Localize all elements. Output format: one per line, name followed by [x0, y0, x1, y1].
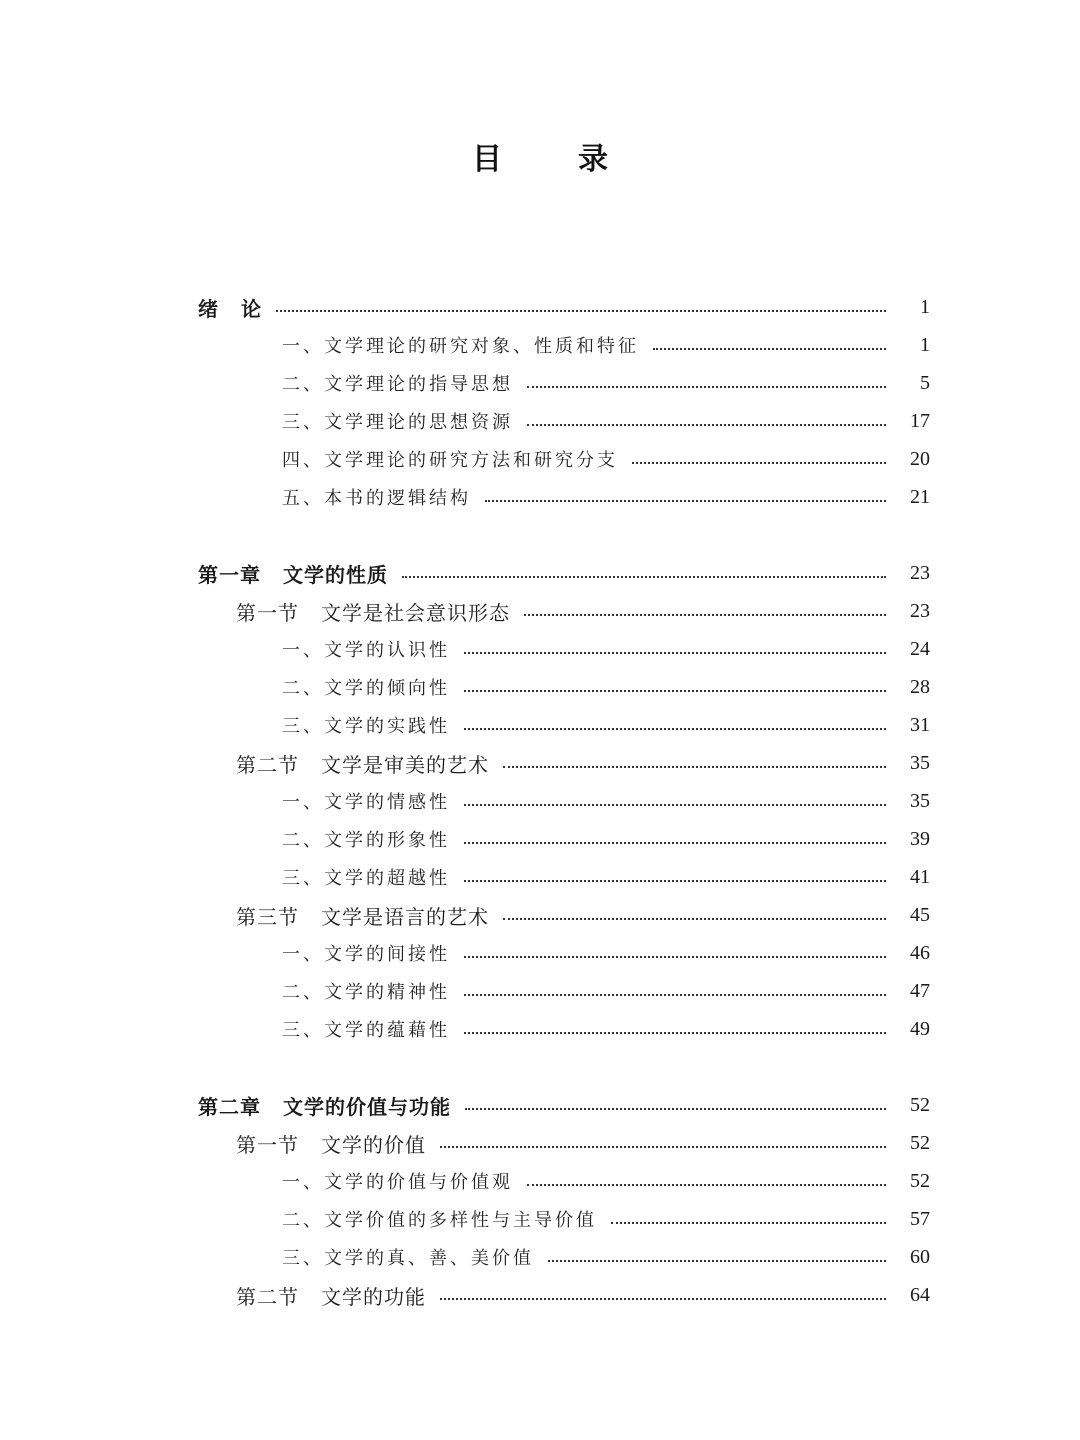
dot-leader — [276, 310, 886, 312]
toc-entry-label: 第一章 文学的性质 — [198, 562, 388, 587]
toc-entry-label: 绪 论 — [198, 296, 262, 321]
dot-leader — [464, 994, 886, 996]
toc-item[interactable] — [0, 440, 1080, 478]
dot-leader — [464, 728, 886, 730]
toc-item[interactable] — [0, 858, 1080, 896]
toc-page-number: 52 — [910, 1093, 930, 1116]
toc-section[interactable] — [0, 592, 1080, 630]
dot-leader — [611, 1222, 886, 1224]
dot-leader — [464, 880, 886, 882]
toc-item-label: 一、文学的认识性 — [282, 640, 450, 661]
dot-leader — [465, 1108, 886, 1110]
toc-page-number: 1 — [920, 333, 930, 356]
toc-item-label: 一、文学的情感性 — [282, 792, 450, 813]
toc-page-number: 60 — [910, 1245, 930, 1268]
toc-page-number: 21 — [910, 485, 930, 508]
toc-page-number: 17 — [910, 409, 930, 432]
toc-group-intro — [0, 288, 1080, 516]
toc-item[interactable] — [0, 782, 1080, 820]
toc-item[interactable] — [0, 364, 1080, 402]
toc-section[interactable] — [0, 1276, 1080, 1314]
toc-item[interactable] — [0, 706, 1080, 744]
toc-item[interactable] — [0, 1238, 1080, 1276]
toc-item-label: 一、文学理论的研究对象、性质和特征 — [282, 336, 639, 357]
toc-page-number: 45 — [910, 903, 930, 926]
toc-item-label: 三、文学的实践性 — [282, 716, 450, 737]
dot-leader — [527, 386, 886, 388]
toc-page-number: 41 — [910, 865, 930, 888]
toc-page-number: 47 — [910, 979, 930, 1002]
toc-group-chapter-2 — [0, 1086, 1080, 1314]
table-of-contents — [0, 288, 1080, 1352]
toc-item[interactable] — [0, 1162, 1080, 1200]
toc-page-number: 35 — [910, 789, 930, 812]
toc-item-label: 四、文学理论的研究方法和研究分支 — [282, 450, 618, 471]
toc-entry-chapter-1[interactable] — [0, 554, 1080, 592]
toc-section[interactable] — [0, 896, 1080, 934]
toc-item[interactable] — [0, 326, 1080, 364]
toc-entry-intro[interactable] — [0, 288, 1080, 326]
toc-page-number: 24 — [910, 637, 930, 660]
toc-entry-chapter-2[interactable] — [0, 1086, 1080, 1124]
toc-item-label: 二、文学价值的多样性与主导价值 — [282, 1210, 597, 1231]
toc-page-number: 28 — [910, 675, 930, 698]
toc-item[interactable] — [0, 668, 1080, 706]
toc-item-label: 三、文学的蕴藉性 — [282, 1020, 450, 1041]
title-char-1: 目 — [472, 142, 502, 177]
toc-item-label: 三、文学理论的思想资源 — [282, 412, 513, 433]
toc-page-number: 52 — [910, 1131, 930, 1154]
toc-page-number: 31 — [910, 713, 930, 736]
toc-item[interactable] — [0, 630, 1080, 668]
dot-leader — [440, 1298, 886, 1300]
toc-page-number: 46 — [910, 941, 930, 964]
toc-item[interactable] — [0, 478, 1080, 516]
toc-section-label: 第一节 文学的价值 — [236, 1132, 426, 1157]
dot-leader — [464, 1032, 886, 1034]
toc-item-label: 三、文学的超越性 — [282, 868, 450, 889]
toc-page-number: 23 — [910, 599, 930, 622]
toc-item[interactable] — [0, 1010, 1080, 1048]
toc-item-label: 二、文学的形象性 — [282, 830, 450, 851]
toc-page-number: 20 — [910, 447, 930, 470]
toc-section-label: 第二节 文学是审美的艺术 — [236, 752, 489, 777]
dot-leader — [464, 842, 886, 844]
toc-item-label: 二、文学理论的指导思想 — [282, 374, 513, 395]
toc-item-label: 一、文学的价值与价值观 — [282, 1172, 513, 1193]
toc-section[interactable] — [0, 744, 1080, 782]
dot-leader — [464, 804, 886, 806]
toc-item[interactable] — [0, 820, 1080, 858]
dot-leader — [440, 1146, 886, 1148]
dot-leader — [464, 690, 886, 692]
toc-item-label: 二、文学的精神性 — [282, 982, 450, 1003]
toc-item-label: 二、文学的倾向性 — [282, 678, 450, 699]
toc-item-label: 五、本书的逻辑结构 — [282, 488, 471, 509]
toc-item[interactable] — [0, 1200, 1080, 1238]
dot-leader — [464, 956, 886, 958]
dot-leader — [527, 424, 886, 426]
toc-page-number: 23 — [910, 561, 930, 584]
toc-item-label: 三、文学的真、善、美价值 — [282, 1248, 534, 1269]
toc-page-number: 5 — [920, 371, 930, 394]
toc-item-label: 一、文学的间接性 — [282, 944, 450, 965]
toc-page-number: 39 — [910, 827, 930, 850]
toc-page-number: 35 — [910, 751, 930, 774]
dot-leader — [524, 614, 886, 616]
dot-leader — [548, 1260, 886, 1262]
title-char-2: 录 — [578, 142, 608, 177]
toc-section-label: 第一节 文学是社会意识形态 — [236, 600, 510, 625]
toc-section-label: 第三节 文学是语言的艺术 — [236, 904, 489, 929]
dot-leader — [402, 576, 886, 578]
toc-page-number: 1 — [920, 295, 930, 318]
toc-section-label: 第二节 文学的功能 — [236, 1284, 426, 1309]
toc-page-number: 64 — [910, 1283, 930, 1306]
dot-leader — [503, 766, 886, 768]
toc-group-chapter-1 — [0, 554, 1080, 1048]
toc-entry-label: 第二章 文学的价值与功能 — [198, 1094, 451, 1119]
dot-leader — [485, 500, 886, 502]
dot-leader — [632, 462, 886, 464]
dot-leader — [653, 348, 886, 350]
toc-page-number: 57 — [910, 1207, 930, 1230]
dot-leader — [464, 652, 886, 654]
toc-item[interactable] — [0, 972, 1080, 1010]
toc-item[interactable] — [0, 402, 1080, 440]
toc-section[interactable] — [0, 1124, 1080, 1162]
page-title — [0, 138, 1080, 182]
toc-page-number: 49 — [910, 1017, 930, 1040]
toc-item[interactable] — [0, 934, 1080, 972]
dot-leader — [527, 1184, 886, 1186]
dot-leader — [503, 918, 886, 920]
toc-page-number: 52 — [910, 1169, 930, 1192]
